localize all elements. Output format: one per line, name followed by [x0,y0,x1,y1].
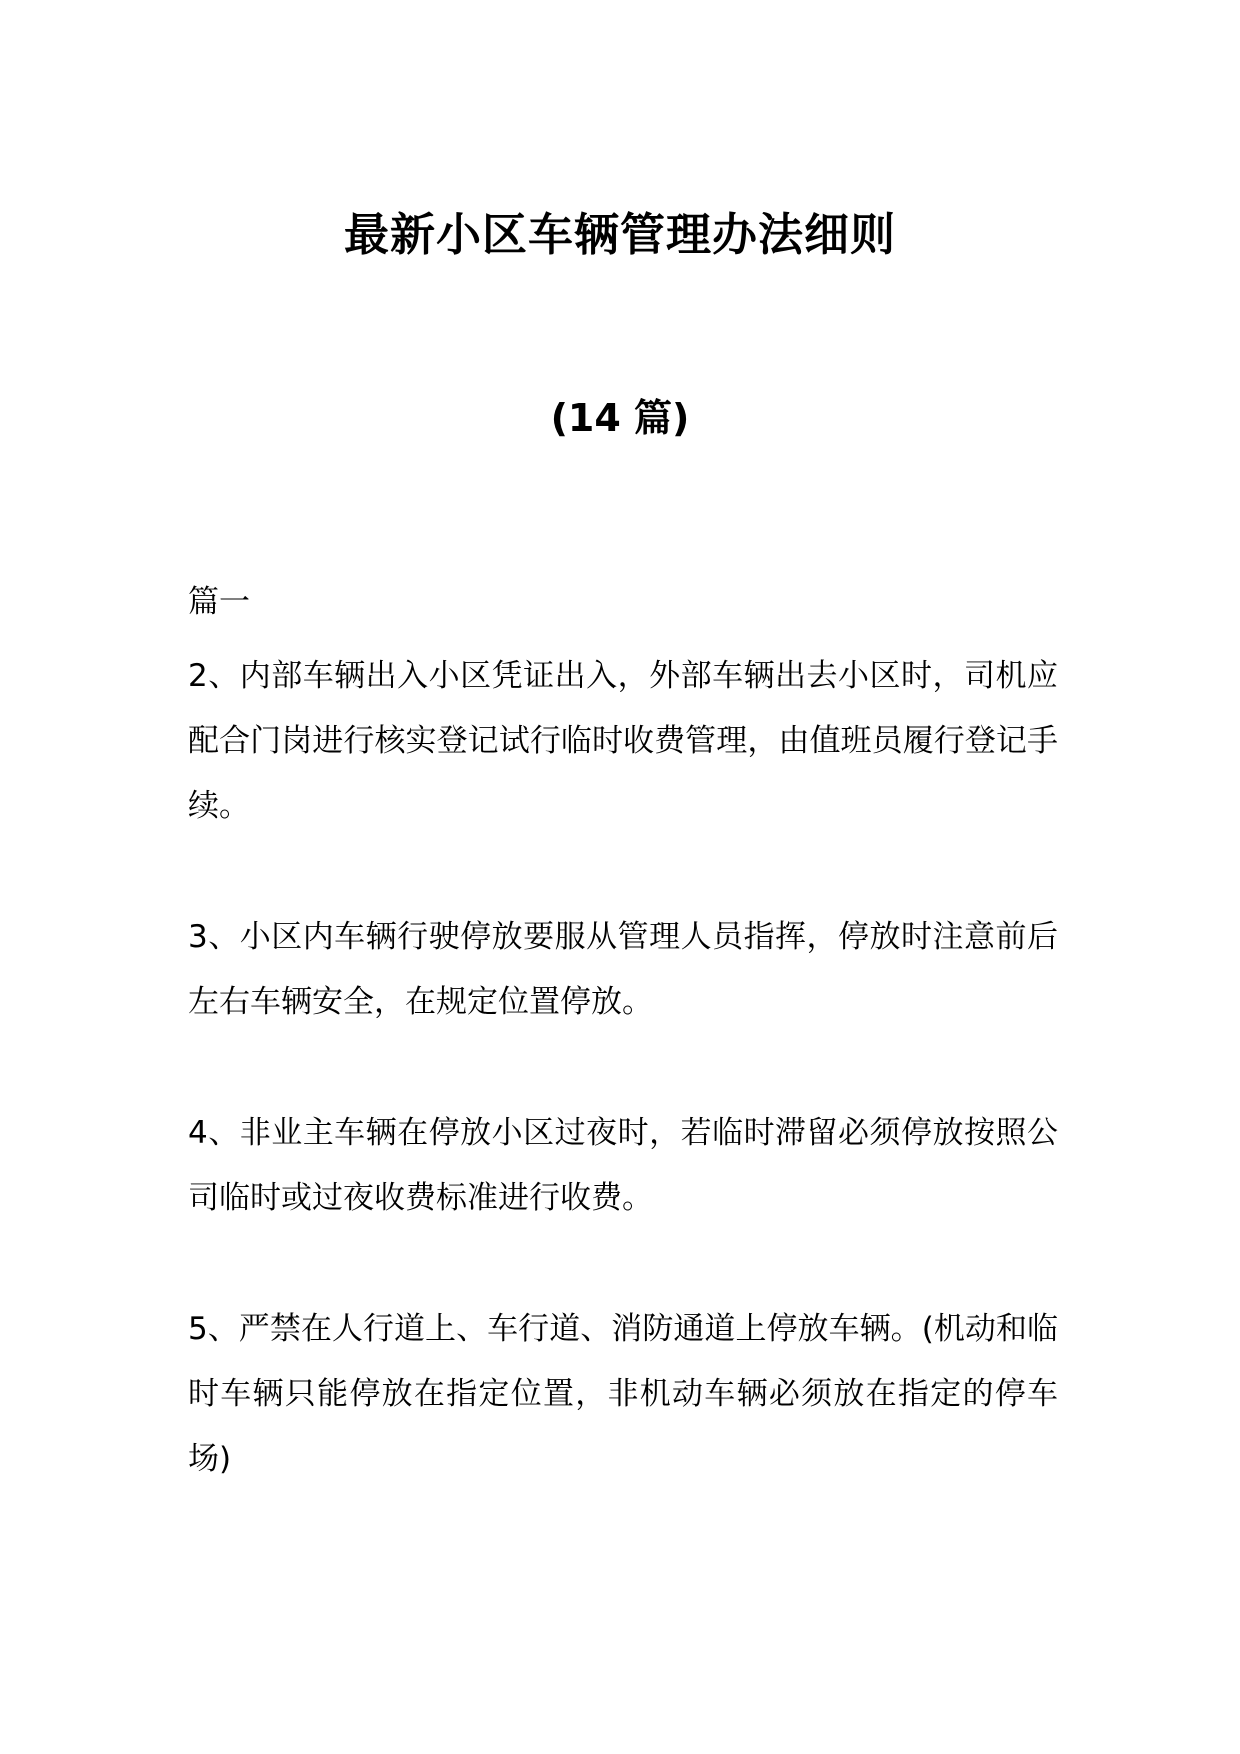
document-subtitle: (14 篇) [550,396,690,440]
document-title: 最新小区车辆管理办法细则 [343,208,896,261]
paragraph-item-5: 5、严禁在人行道上、车行道、消防通道上停放车辆。(机动和临时车辆只能停放在指定位置，非机动车辆必须放在指定的停车场) [188,1311,1058,1477]
paragraph-item-3: 3、小区内车辆行驶停放要服从管理人员指挥，停放时注意前后左右车辆安全，在规定位置停放。 [188,919,1058,1020]
document-body [188,580,1058,1558]
paragraph-item-4: 4、非业主车辆在停放小区过夜时，若临时滞留必须停放按照公司临时或过夜收费标准进行收费。 [188,1115,1058,1216]
section-heading: 篇一 [188,584,250,620]
paragraph-item-2: 2、内部车辆出入小区凭证出入，外部车辆出去小区时，司机应配合门岗进行核实登记试行临时收费管理，由值班员履行登记手续。 [188,658,1058,824]
